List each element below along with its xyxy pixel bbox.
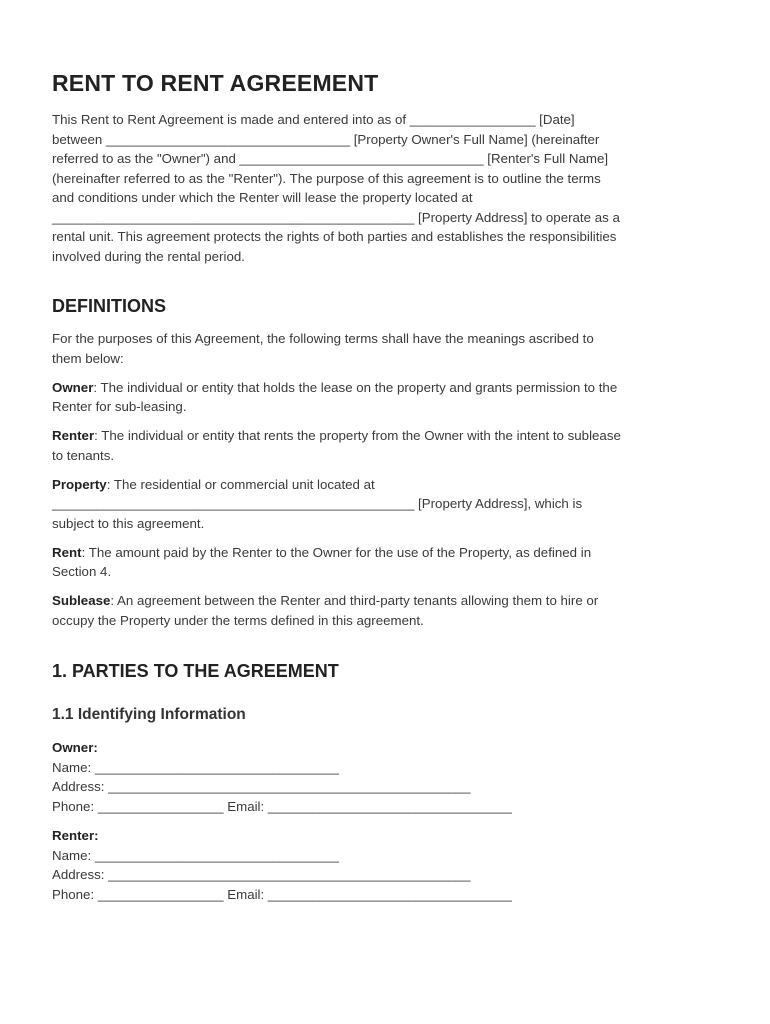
renter-label: Renter:	[52, 828, 99, 843]
intro-line: and conditions under which the Renter will lease the property located at	[52, 190, 473, 205]
owner-phone-email-field: Phone: _________________ Email: _________________________________	[52, 798, 512, 814]
definitions-heading: DEFINITIONS	[52, 296, 167, 316]
definition-rent	[52, 543, 720, 582]
definition-line: Renter for sub-leasing.	[52, 399, 187, 414]
definition-renter	[52, 426, 720, 465]
definition-line: to tenants.	[52, 447, 115, 463]
owner-label: Owner:	[52, 740, 98, 755]
definition-text: : The individual or entity that holds the lease on the property and grants permission to the	[93, 379, 618, 395]
intro-line: _________________________________________________ [Property Address] to operate as a	[52, 209, 620, 225]
definition-term: Renter	[52, 428, 95, 443]
definition-text: : The residential or commercial unit located at	[106, 476, 375, 492]
definition-line: occupy the Property under the terms defined in this agreement.	[52, 612, 424, 628]
definition-sublease	[52, 591, 720, 630]
intro-line: between _________________________________ [Property Owner's Full Name] (hereinafter	[52, 131, 600, 147]
intro-line: referred to as the "Owner") and _________________________________ [Renter's Full Name]	[52, 151, 609, 166]
definition-text: : The amount paid by the Renter to the Owner for the use of the Property, as defined in	[81, 544, 592, 560]
intro-line: (hereinafter referred to as the "Renter"). The purpose of this agreement is to outline the terms	[52, 170, 601, 186]
definition-term: Property	[52, 476, 107, 492]
definition-term: Owner	[52, 379, 94, 395]
definitions-intro-line: For the purposes of this Agreement, the following terms shall have the meanings ascribed to	[52, 331, 594, 346]
definition-line: _________________________________________________ [Property Address], which is	[52, 496, 583, 511]
owner-address-field: Address: _________________________________________________	[52, 779, 471, 794]
definition-line	[52, 426, 720, 446]
owner-name-field: Name: _________________________________	[52, 759, 339, 775]
definition-line: subject to this agreement.	[52, 515, 205, 531]
definitions-intro	[52, 329, 720, 368]
renter-block	[52, 826, 720, 904]
definition-text: : The individual or entity that rents the property from the Owner with the intent to sublease	[94, 428, 621, 443]
definition-property	[52, 475, 720, 534]
definition-line	[52, 591, 720, 611]
renter-address-field: Address: _________________________________________________	[52, 867, 471, 882]
intro-line: involved during the rental period.	[52, 248, 245, 264]
intro-line: This Rent to Rent Agreement is made and entered into as of _________________ [Date]	[52, 112, 575, 127]
definition-line	[52, 378, 720, 398]
definition-line: Section 4.	[52, 564, 112, 579]
definition-term: Sublease	[52, 593, 111, 608]
document-title: RENT TO RENT AGREEMENT	[52, 70, 379, 96]
intro-line: rental unit. This agreement protects the rights of both parties and establishes the responsibilities	[52, 229, 617, 244]
document-content	[52, 70, 720, 904]
intro-paragraph	[52, 110, 720, 266]
identifying-info-subheading: 1.1 Identifying Information	[52, 706, 246, 723]
parties-heading: 1. PARTIES TO THE AGREEMENT	[52, 661, 339, 681]
owner-block	[52, 738, 720, 816]
renter-phone-email-field: Phone: _________________ Email: _________________________________	[52, 886, 512, 902]
definitions-intro-line: them below:	[52, 350, 124, 366]
definition-owner	[52, 378, 720, 417]
definition-line	[52, 543, 720, 563]
renter-name-field: Name: _________________________________	[52, 847, 339, 863]
definition-text: : An agreement between the Renter and third-party tenants allowing them to hire or	[110, 593, 599, 608]
definition-term: Rent	[52, 544, 82, 560]
definition-line	[52, 475, 720, 495]
